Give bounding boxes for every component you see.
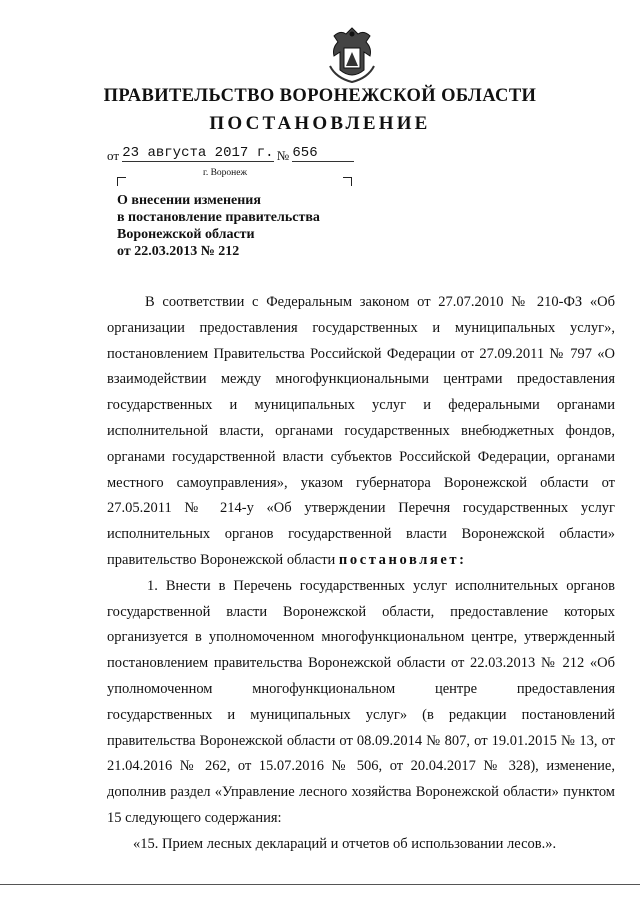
coat-of-arms-icon (326, 26, 378, 84)
government-title: ПРАВИТЕЛЬСТВО ВОРОНЕЖСКОЙ ОБЛАСТИ (103, 86, 537, 106)
document-date: 23 августа 2017 г. (122, 145, 274, 161)
subject-line: Воронежской области (117, 227, 255, 242)
from-label: от (107, 148, 120, 163)
number-label: № (276, 148, 290, 163)
item-1-paragraph: 1. Внести в Перечень государственных услуг исполнительных органов государственной власти Воронежской области, предоставление которых организуется в уполномоченном многофункциональном центре, утвержденный постановлением правительства Воронежской области от 22.03.2013 № 212 «Об уполномоченном многофункциональном центре предоставления государственных и муниципальных услуг» (в редакции постановлений правительства Воронежской области от 08.09.2014 № 807, от 19.01.2015 № 13, от 21.04.2016 № 262, от 15.07.2016 № 506, от 20.04.2017 № 328), изменение, дополнив раздел «Управление лесного хозяйства Воронежской области» пунктом 15 следующего содержания: (107, 577, 615, 826)
subject-line: О внесении изменения (117, 193, 261, 208)
subject-line: в постановление правительства (117, 210, 320, 225)
page-bottom-rule (0, 884, 640, 885)
subject-bracket-right (343, 177, 352, 186)
document-subject (117, 192, 357, 260)
preamble-paragraph (107, 290, 615, 574)
decree-word: постановляет: (338, 551, 467, 568)
document-number: 656 (292, 145, 354, 162)
preamble-text: В соответствии с Федеральным законом от 27.07.2010 № 210-ФЗ «Об организации предоставления государственных и муниципальных услуг», постановлением Правительства Российской Федерации от 27.09.2011 № 797 «О взаимодействии между многофункциональными центрами предоставления государственных и муниципальных услуг и федеральными органами исполнительной власти, органами государственных внебюджетных фондов, органами государственной власти субъектов Российской Федерации, органами местного самоуправления», указом губернатора Воронежской области от 27.05.2011 № 214-у «Об утверждении Перечня государственных услуг исполнительных органов государственной власти Воронежской области» правительство Воронежской области (107, 294, 615, 568)
document-body (107, 290, 615, 858)
subject-line: от 22.03.2013 № 212 (117, 244, 240, 259)
city: г. Воронеж (203, 168, 248, 178)
subject-bracket-left (117, 177, 126, 186)
document-type: ПОСТАНОВЛЕНИЕ (209, 113, 431, 134)
quote-paragraph: «15. Прием лесных деклараций и отчетов об использовании лесов.». (133, 835, 557, 852)
date-number-line (107, 145, 354, 166)
